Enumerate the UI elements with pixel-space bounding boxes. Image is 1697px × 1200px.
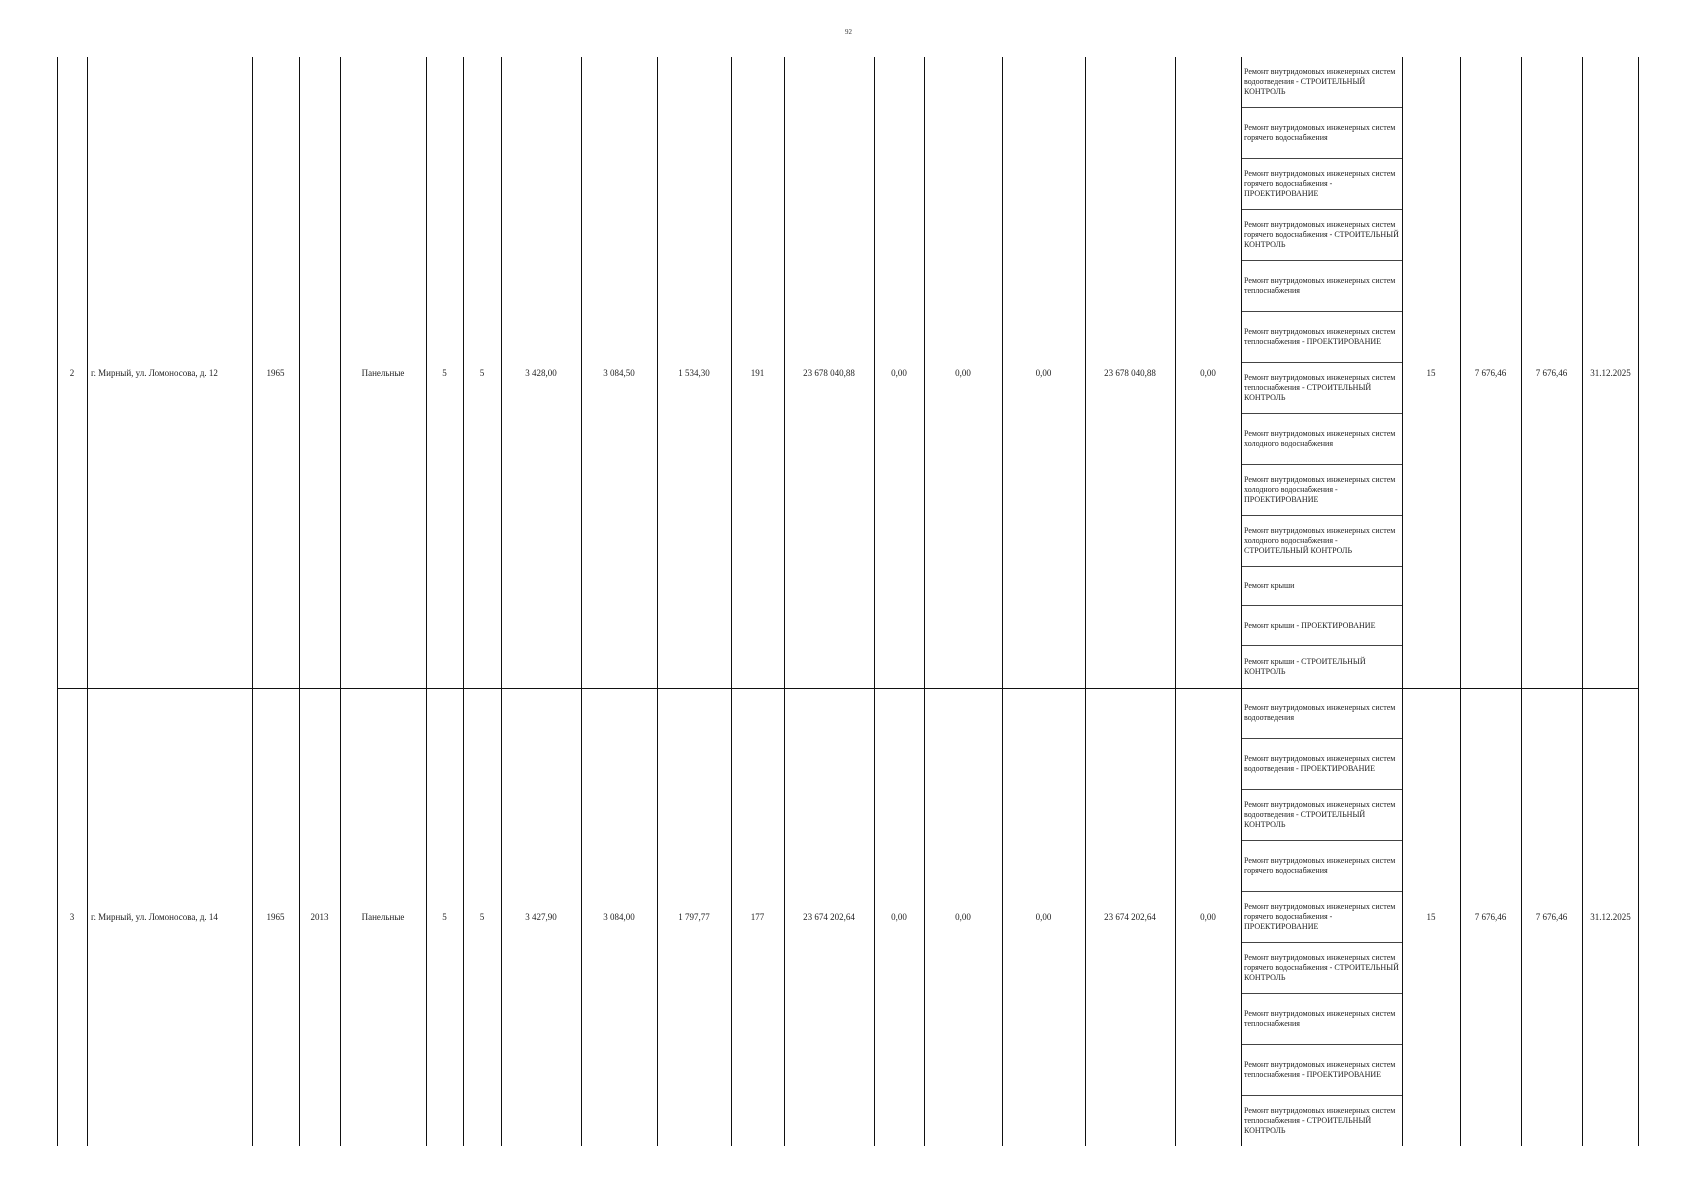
cell-deadline: 31.12.2025 [1590, 912, 1631, 922]
work-item: Ремонт внутридомовых инженерных систем теплоснабжения [1241, 261, 1402, 312]
cell-floors: 5 [442, 912, 447, 922]
cell-area-residential: 1 534,30 [678, 367, 710, 378]
work-item: Ремонт внутридомовых инженерных систем холодного водоснабжения [1241, 414, 1402, 465]
cell-unit-cost: 7 676,46 [1474, 912, 1507, 922]
works-list [1241, 57, 1402, 688]
cell-floors: 5 [442, 367, 447, 378]
column-divider [57, 57, 58, 1146]
cell-wall-material: Панельные [361, 912, 405, 922]
column-divider [87, 57, 88, 1146]
cell-entrances: 5 [479, 367, 485, 378]
cell-residents: 191 [750, 367, 765, 378]
column-divider [501, 57, 502, 1146]
column-divider [1521, 57, 1522, 1146]
cell-total-area: 3 428,00 [525, 367, 557, 378]
column-divider [874, 57, 875, 1146]
cell-entrances: 5 [479, 912, 485, 922]
cell-limit-cost: 7 676,46 [1535, 367, 1568, 378]
column-divider [1085, 57, 1086, 1146]
cell-cost-budget-local: 0,00 [1035, 912, 1052, 922]
work-item: Ремонт внутридомовых инженерных систем теплоснабжения - ПРОЕКТИРОВАНИЕ [1241, 312, 1402, 363]
cell-cost-budget-subject: 0,00 [955, 912, 971, 922]
column-divider [657, 57, 658, 1146]
work-item: Ремонт крыши - ПРОЕКТИРОВАНИЕ [1241, 606, 1402, 646]
work-item: Ремонт внутридомовых инженерных систем холодного водоснабжения - СТРОИТЕЛЬНЫЙ КОНТРОЛЬ [1241, 516, 1402, 567]
column-divider [1638, 57, 1639, 1146]
cell-work-count: 15 [1426, 367, 1436, 378]
cell-address: г. Мирный, ул. Ломоносова, д. 12 [91, 367, 218, 378]
page-number: 92 [845, 28, 852, 36]
work-item: Ремонт внутридомовых инженерных систем теплоснабжения - СТРОИТЕЛЬНЫЙ КОНТРОЛЬ [1244, 1106, 1396, 1135]
work-item: Ремонт внутридомовых инженерных систем горячего водоснабжения [1241, 108, 1402, 159]
column-divider [1460, 57, 1461, 1146]
cell-cost-budget-subject: 0,00 [955, 367, 971, 378]
work-item: Ремонт внутридомовых инженерных систем горячего водоснабжения - СТРОИТЕЛЬНЫЙ КОНТРОЛЬ [1241, 210, 1402, 261]
cell-residents: 177 [750, 912, 765, 922]
cell-cost-total: 23 678 040,88 [803, 367, 855, 378]
cell-unit-cost: 7 676,46 [1474, 367, 1507, 378]
column-divider [1175, 57, 1176, 1146]
column-divider [252, 57, 253, 1146]
column-divider [1402, 57, 1403, 1146]
column-divider [299, 57, 300, 1146]
work-item: Ремонт крыши [1241, 567, 1402, 606]
work-item: Ремонт внутридомовых инженерных систем горячего водоснабжения - СТРОИТЕЛЬНЫЙ КОНТРОЛЬ [1241, 943, 1402, 994]
works-list [1241, 688, 1402, 1146]
cell-area-premises: 3 084,00 [603, 912, 635, 922]
column-divider [784, 57, 785, 1146]
column-divider [731, 57, 732, 1146]
cell-cost-fund: 0,00 [891, 367, 907, 378]
work-item: Ремонт внутридомовых инженерных систем горячего водоснабжения - ПРОЕКТИРОВАНИЕ [1241, 159, 1402, 210]
work-item: Ремонт внутридомовых инженерных систем водоотведения - СТРОИТЕЛЬНЫЙ КОНТРОЛЬ [1241, 57, 1402, 108]
column-divider [1241, 57, 1242, 1146]
cell-year-built: 1965 [266, 912, 285, 922]
column-divider [463, 57, 464, 1146]
cell-total-area: 3 427,90 [525, 912, 557, 922]
cell-num: 3 [69, 912, 75, 922]
work-item: Ремонт внутридомовых инженерных систем теплоснабжения - СТРОИТЕЛЬНЫЙ КОНТРОЛЬ [1241, 363, 1402, 414]
cell-cost-owners: 23 674 202,64 [1104, 912, 1156, 922]
cell-cost-other: 0,00 [1200, 912, 1216, 922]
work-item: Ремонт внутридомовых инженерных систем теплоснабжения - ПРОЕКТИРОВАНИЕ [1241, 1045, 1402, 1096]
column-divider [1582, 57, 1583, 1146]
work-item: Ремонт крыши - СТРОИТЕЛЬНЫЙ КОНТРОЛЬ [1244, 657, 1366, 676]
cell-cost-budget-local: 0,00 [1035, 367, 1052, 378]
cell-year-built: 1965 [266, 367, 285, 378]
column-divider [426, 57, 427, 1146]
cell-wall-material: Панельные [361, 367, 405, 378]
work-item: Ремонт внутридомовых инженерных систем водоотведения - СТРОИТЕЛЬНЫЙ КОНТРОЛЬ [1241, 790, 1402, 841]
cell-area-premises: 3 084,50 [603, 367, 635, 378]
cell-cost-fund: 0,00 [891, 912, 907, 922]
cell-cost-other: 0,00 [1200, 367, 1216, 378]
cell-address: г. Мирный, ул. Ломоносова, д. 14 [91, 912, 218, 922]
cell-limit-cost: 7 676,46 [1535, 912, 1568, 922]
column-divider [924, 57, 925, 1146]
cell-area-residential: 1 797,77 [678, 912, 710, 922]
work-item: Ремонт внутридомовых инженерных систем теплоснабжения [1241, 994, 1402, 1045]
cell-deadline: 31.12.2025 [1590, 367, 1631, 378]
work-item: Ремонт внутридомовых инженерных систем горячего водоснабжения [1241, 841, 1402, 892]
work-item: Ремонт внутридомовых инженерных систем водоотведения [1241, 688, 1402, 739]
work-item: Ремонт внутридомовых инженерных систем водоотведения - ПРОЕКТИРОВАНИЕ [1241, 739, 1402, 790]
repair-program-table [57, 57, 1639, 1146]
cell-cost-owners: 23 678 040,88 [1104, 367, 1156, 378]
cell-year-repair: 2013 [310, 912, 329, 922]
work-item: Ремонт внутридомовых инженерных систем холодного водоснабжения - ПРОЕКТИРОВАНИЕ [1241, 465, 1402, 516]
cell-cost-total: 23 674 202,64 [803, 912, 855, 922]
column-divider [1002, 57, 1003, 1146]
cell-year-repair [299, 57, 340, 688]
cell-work-count: 15 [1426, 912, 1436, 922]
cell-num: 2 [69, 367, 75, 378]
column-divider [581, 57, 582, 1146]
work-item: Ремонт внутридомовых инженерных систем горячего водоснабжения - ПРОЕКТИРОВАНИЕ [1241, 892, 1402, 943]
column-divider [340, 57, 341, 1146]
